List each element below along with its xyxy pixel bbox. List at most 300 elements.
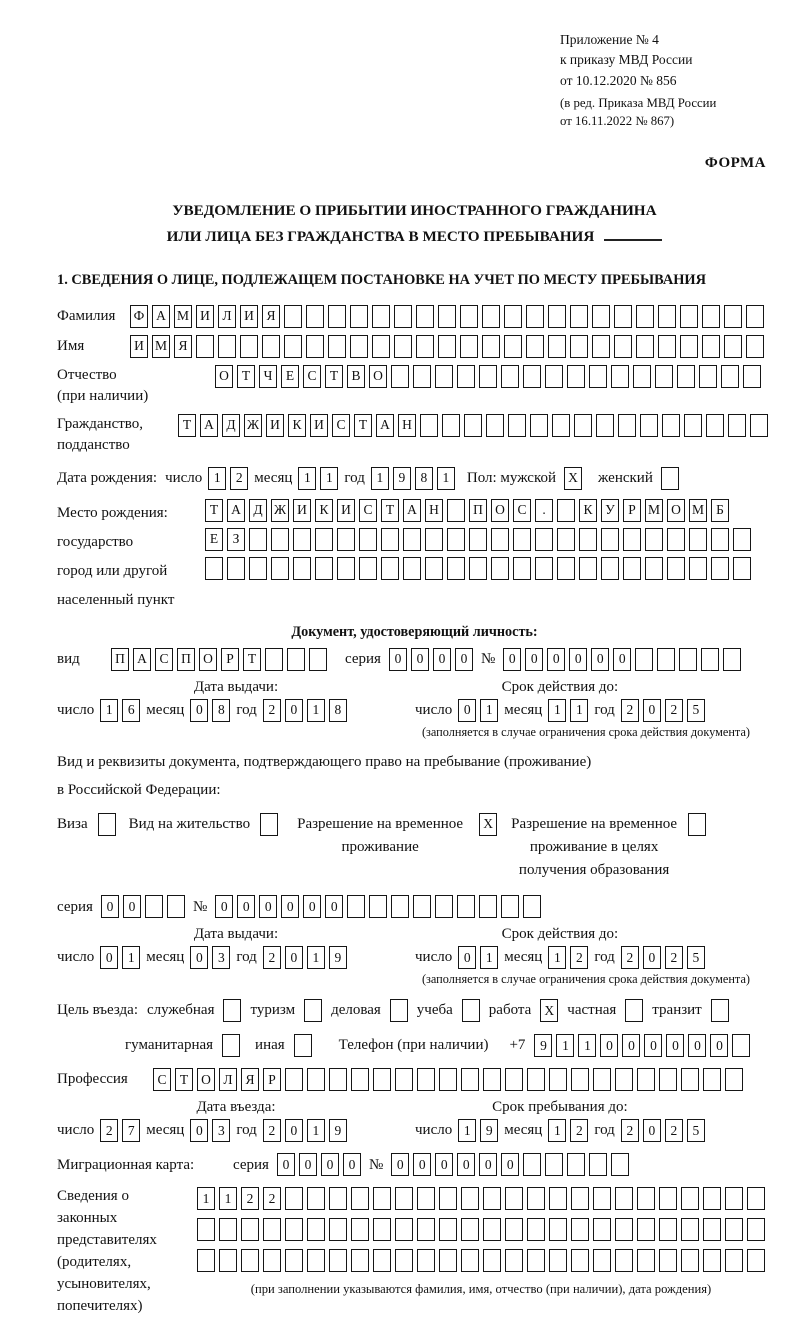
char-box[interactable]	[732, 1034, 750, 1057]
char-box[interactable]: 0	[285, 699, 303, 722]
char-box[interactable]: Р	[623, 499, 641, 522]
char-box[interactable]: О	[667, 499, 685, 522]
char-box[interactable]	[307, 1249, 325, 1272]
char-box[interactable]	[483, 1218, 501, 1241]
char-box[interactable]: 0	[501, 1153, 519, 1176]
char-box[interactable]	[373, 1187, 391, 1210]
char-box[interactable]: 0	[643, 946, 661, 969]
char-box[interactable]: Н	[398, 414, 416, 437]
char-box[interactable]	[618, 414, 636, 437]
char-box[interactable]	[417, 1068, 435, 1091]
char-box[interactable]	[567, 1153, 585, 1176]
char-box[interactable]: 2	[230, 467, 248, 490]
char-box[interactable]: 2	[665, 946, 683, 969]
char-box[interactable]	[482, 335, 500, 358]
char-box[interactable]: А	[403, 499, 421, 522]
char-box[interactable]: 0	[525, 648, 543, 671]
char-box[interactable]: С	[513, 499, 531, 522]
char-box[interactable]	[369, 895, 387, 918]
purpose-transit-checkbox[interactable]	[711, 999, 729, 1022]
char-box[interactable]	[623, 528, 641, 551]
char-box[interactable]	[703, 1218, 721, 1241]
char-box[interactable]: 0	[591, 648, 609, 671]
char-box[interactable]	[285, 1218, 303, 1241]
char-box[interactable]: 1	[480, 699, 498, 722]
char-box[interactable]	[733, 528, 751, 551]
char-box[interactable]: Д	[249, 499, 267, 522]
char-box[interactable]	[435, 365, 453, 388]
char-box[interactable]	[513, 557, 531, 580]
char-box[interactable]: 0	[303, 895, 321, 918]
char-box[interactable]: 1	[548, 1119, 566, 1142]
char-box[interactable]	[570, 305, 588, 328]
char-box[interactable]: 0	[688, 1034, 706, 1057]
char-box[interactable]	[721, 365, 739, 388]
char-box[interactable]: 2	[665, 699, 683, 722]
char-box[interactable]	[557, 499, 575, 522]
char-box[interactable]	[677, 365, 695, 388]
char-box[interactable]: 2	[263, 1119, 281, 1142]
char-box[interactable]: 2	[263, 946, 281, 969]
char-box[interactable]: 1	[437, 467, 455, 490]
char-box[interactable]	[373, 1218, 391, 1241]
char-box[interactable]: 2	[570, 1119, 588, 1142]
char-box[interactable]	[526, 335, 544, 358]
char-box[interactable]: 0	[666, 1034, 684, 1057]
char-box[interactable]	[293, 557, 311, 580]
char-box[interactable]: 9	[534, 1034, 552, 1057]
char-box[interactable]	[457, 365, 475, 388]
char-box[interactable]	[571, 1187, 589, 1210]
char-box[interactable]: 0	[299, 1153, 317, 1176]
char-box[interactable]	[723, 648, 741, 671]
char-box[interactable]: 0	[285, 1119, 303, 1142]
char-box[interactable]: О	[491, 499, 509, 522]
char-box[interactable]	[413, 365, 431, 388]
char-box[interactable]: 0	[643, 699, 661, 722]
char-box[interactable]	[403, 557, 421, 580]
char-box[interactable]: 0	[547, 648, 565, 671]
purpose-work-checkbox[interactable]: X	[540, 999, 558, 1022]
char-box[interactable]: 0	[101, 895, 119, 918]
char-box[interactable]: С	[332, 414, 350, 437]
option-temp-residence-checkbox[interactable]: X	[479, 813, 497, 836]
char-box[interactable]: 1	[320, 467, 338, 490]
char-box[interactable]	[658, 305, 676, 328]
char-box[interactable]: И	[310, 414, 328, 437]
char-box[interactable]: 0	[435, 1153, 453, 1176]
char-box[interactable]: Е	[281, 365, 299, 388]
char-box[interactable]: Т	[325, 365, 343, 388]
char-box[interactable]	[307, 1218, 325, 1241]
char-box[interactable]	[637, 1249, 655, 1272]
char-box[interactable]	[747, 1187, 765, 1210]
char-box[interactable]: 0	[277, 1153, 295, 1176]
char-box[interactable]	[579, 528, 597, 551]
char-box[interactable]: 1	[307, 1119, 325, 1142]
char-box[interactable]	[706, 414, 724, 437]
char-box[interactable]	[689, 528, 707, 551]
char-box[interactable]	[359, 528, 377, 551]
char-box[interactable]	[505, 1249, 523, 1272]
char-box[interactable]	[526, 305, 544, 328]
char-box[interactable]	[747, 1249, 765, 1272]
char-box[interactable]: 0	[455, 648, 473, 671]
char-box[interactable]	[567, 365, 585, 388]
char-box[interactable]	[394, 305, 412, 328]
char-box[interactable]	[447, 499, 465, 522]
char-box[interactable]	[637, 1187, 655, 1210]
char-box[interactable]: 7	[122, 1119, 140, 1142]
char-box[interactable]: Л	[219, 1068, 237, 1091]
char-box[interactable]: С	[155, 648, 173, 671]
char-box[interactable]	[395, 1218, 413, 1241]
char-box[interactable]	[635, 648, 653, 671]
char-box[interactable]	[589, 1153, 607, 1176]
char-box[interactable]	[351, 1068, 369, 1091]
char-box[interactable]: 1	[371, 467, 389, 490]
char-box[interactable]	[549, 1187, 567, 1210]
char-box[interactable]: 1	[578, 1034, 596, 1057]
char-box[interactable]	[659, 1218, 677, 1241]
char-box[interactable]: Ч	[259, 365, 277, 388]
char-box[interactable]	[614, 305, 632, 328]
char-box[interactable]	[592, 335, 610, 358]
char-box[interactable]: М	[689, 499, 707, 522]
char-box[interactable]: Ж	[244, 414, 262, 437]
char-box[interactable]	[611, 1153, 629, 1176]
char-box[interactable]: С	[153, 1068, 171, 1091]
char-box[interactable]: И	[196, 305, 214, 328]
char-box[interactable]: Н	[425, 499, 443, 522]
char-box[interactable]: И	[240, 305, 258, 328]
char-box[interactable]	[249, 528, 267, 551]
char-box[interactable]	[416, 335, 434, 358]
char-box[interactable]	[420, 414, 438, 437]
char-box[interactable]	[381, 528, 399, 551]
char-box[interactable]	[197, 1249, 215, 1272]
char-box[interactable]	[479, 365, 497, 388]
char-box[interactable]	[461, 1068, 479, 1091]
char-box[interactable]: И	[130, 335, 148, 358]
char-box[interactable]	[306, 335, 324, 358]
char-box[interactable]	[351, 1187, 369, 1210]
char-box[interactable]	[329, 1187, 347, 1210]
char-box[interactable]: Я	[262, 305, 280, 328]
char-box[interactable]: И	[293, 499, 311, 522]
char-box[interactable]: 6	[122, 699, 140, 722]
char-box[interactable]	[535, 528, 553, 551]
char-box[interactable]	[593, 1249, 611, 1272]
char-box[interactable]: 8	[329, 699, 347, 722]
char-box[interactable]: 1	[556, 1034, 574, 1057]
char-box[interactable]: 0	[569, 648, 587, 671]
char-box[interactable]	[373, 1068, 391, 1091]
char-box[interactable]	[680, 305, 698, 328]
char-box[interactable]: А	[227, 499, 245, 522]
char-box[interactable]	[271, 557, 289, 580]
char-box[interactable]	[486, 414, 504, 437]
char-box[interactable]	[549, 1218, 567, 1241]
char-box[interactable]	[263, 1249, 281, 1272]
char-box[interactable]: 9	[480, 1119, 498, 1142]
char-box[interactable]: 9	[393, 467, 411, 490]
char-box[interactable]	[571, 1249, 589, 1272]
char-box[interactable]	[337, 557, 355, 580]
char-box[interactable]	[417, 1187, 435, 1210]
char-box[interactable]	[549, 1068, 567, 1091]
char-box[interactable]: Р	[221, 648, 239, 671]
char-box[interactable]	[657, 648, 675, 671]
char-box[interactable]	[284, 305, 302, 328]
char-box[interactable]: 0	[622, 1034, 640, 1057]
option-visa-checkbox[interactable]	[98, 813, 116, 836]
char-box[interactable]: К	[288, 414, 306, 437]
char-box[interactable]	[372, 335, 390, 358]
char-box[interactable]	[592, 305, 610, 328]
char-box[interactable]	[460, 305, 478, 328]
gender-male-checkbox[interactable]: X	[564, 467, 582, 490]
char-box[interactable]: Я	[241, 1068, 259, 1091]
char-box[interactable]	[750, 414, 768, 437]
purpose-official-checkbox[interactable]	[223, 999, 241, 1022]
char-box[interactable]: 0	[190, 946, 208, 969]
char-box[interactable]	[249, 557, 267, 580]
char-box[interactable]	[680, 335, 698, 358]
char-box[interactable]	[350, 305, 368, 328]
char-box[interactable]: 0	[458, 946, 476, 969]
char-box[interactable]	[505, 1187, 523, 1210]
char-box[interactable]	[347, 895, 365, 918]
char-box[interactable]: 1	[208, 467, 226, 490]
char-box[interactable]	[523, 365, 541, 388]
char-box[interactable]	[633, 365, 651, 388]
char-box[interactable]	[601, 528, 619, 551]
char-box[interactable]: 0	[123, 895, 141, 918]
char-box[interactable]	[504, 305, 522, 328]
char-box[interactable]	[417, 1249, 435, 1272]
char-box[interactable]	[570, 335, 588, 358]
char-box[interactable]	[219, 1218, 237, 1241]
char-box[interactable]: П	[177, 648, 195, 671]
option-temp-residence-education-checkbox[interactable]	[688, 813, 706, 836]
char-box[interactable]	[615, 1187, 633, 1210]
char-box[interactable]	[394, 335, 412, 358]
char-box[interactable]	[447, 557, 465, 580]
char-box[interactable]	[725, 1187, 743, 1210]
char-box[interactable]: Ф	[130, 305, 148, 328]
char-box[interactable]	[241, 1218, 259, 1241]
char-box[interactable]	[703, 1187, 721, 1210]
char-box[interactable]: 0	[325, 895, 343, 918]
char-box[interactable]	[681, 1187, 699, 1210]
char-box[interactable]: 1	[458, 1119, 476, 1142]
char-box[interactable]	[658, 335, 676, 358]
char-box[interactable]	[372, 305, 390, 328]
char-box[interactable]	[689, 557, 707, 580]
char-box[interactable]	[491, 557, 509, 580]
char-box[interactable]	[483, 1068, 501, 1091]
char-box[interactable]	[447, 528, 465, 551]
char-box[interactable]	[659, 1249, 677, 1272]
char-box[interactable]: О	[197, 1068, 215, 1091]
char-box[interactable]: 0	[411, 648, 429, 671]
char-box[interactable]	[439, 1187, 457, 1210]
char-box[interactable]: 0	[389, 648, 407, 671]
char-box[interactable]	[574, 414, 592, 437]
char-box[interactable]	[571, 1068, 589, 1091]
char-box[interactable]: 5	[687, 1119, 705, 1142]
char-box[interactable]	[328, 335, 346, 358]
char-box[interactable]: Т	[354, 414, 372, 437]
char-box[interactable]: 2	[665, 1119, 683, 1142]
char-box[interactable]	[504, 335, 522, 358]
char-box[interactable]	[681, 1249, 699, 1272]
char-box[interactable]	[535, 557, 553, 580]
char-box[interactable]: 0	[237, 895, 255, 918]
char-box[interactable]: 0	[391, 1153, 409, 1176]
char-box[interactable]	[699, 365, 717, 388]
char-box[interactable]	[491, 528, 509, 551]
char-box[interactable]: 0	[281, 895, 299, 918]
char-box[interactable]: М	[645, 499, 663, 522]
char-box[interactable]	[285, 1187, 303, 1210]
char-box[interactable]	[725, 1068, 743, 1091]
char-box[interactable]: 0	[190, 699, 208, 722]
char-box[interactable]: 1	[100, 699, 118, 722]
char-box[interactable]: А	[200, 414, 218, 437]
char-box[interactable]	[285, 1068, 303, 1091]
char-box[interactable]: 1	[307, 699, 325, 722]
char-box[interactable]	[545, 1153, 563, 1176]
char-box[interactable]: 3	[212, 1119, 230, 1142]
char-box[interactable]: Т	[237, 365, 255, 388]
char-box[interactable]	[501, 365, 519, 388]
char-box[interactable]	[615, 1068, 633, 1091]
char-box[interactable]	[743, 365, 761, 388]
char-box[interactable]: Б	[711, 499, 729, 522]
char-box[interactable]	[435, 895, 453, 918]
char-box[interactable]: 2	[621, 946, 639, 969]
purpose-private-checkbox[interactable]	[625, 999, 643, 1022]
char-box[interactable]	[460, 335, 478, 358]
char-box[interactable]: Т	[205, 499, 223, 522]
char-box[interactable]	[557, 528, 575, 551]
char-box[interactable]: Е	[205, 528, 223, 551]
char-box[interactable]	[337, 528, 355, 551]
char-box[interactable]: 0	[259, 895, 277, 918]
char-box[interactable]	[442, 414, 460, 437]
char-box[interactable]	[667, 528, 685, 551]
char-box[interactable]	[395, 1187, 413, 1210]
option-residence-permit-checkbox[interactable]	[260, 813, 278, 836]
char-box[interactable]	[623, 557, 641, 580]
char-box[interactable]	[636, 305, 654, 328]
char-box[interactable]	[637, 1218, 655, 1241]
char-box[interactable]: И	[337, 499, 355, 522]
char-box[interactable]	[425, 528, 443, 551]
char-box[interactable]	[747, 1218, 765, 1241]
char-box[interactable]	[733, 557, 751, 580]
char-box[interactable]: 2	[621, 699, 639, 722]
purpose-other-checkbox[interactable]	[294, 1034, 312, 1057]
char-box[interactable]: 2	[621, 1119, 639, 1142]
char-box[interactable]: 0	[433, 648, 451, 671]
char-box[interactable]	[167, 895, 185, 918]
char-box[interactable]	[306, 305, 324, 328]
purpose-tourism-checkbox[interactable]	[304, 999, 322, 1022]
char-box[interactable]: П	[469, 499, 487, 522]
char-box[interactable]	[501, 895, 519, 918]
char-box[interactable]: 0	[285, 946, 303, 969]
char-box[interactable]	[593, 1068, 611, 1091]
char-box[interactable]	[219, 1249, 237, 1272]
char-box[interactable]	[659, 1187, 677, 1210]
char-box[interactable]	[439, 1218, 457, 1241]
char-box[interactable]: 1	[548, 699, 566, 722]
char-box[interactable]	[329, 1218, 347, 1241]
char-box[interactable]	[307, 1187, 325, 1210]
char-box[interactable]	[549, 1249, 567, 1272]
char-box[interactable]: К	[315, 499, 333, 522]
char-box[interactable]	[197, 1218, 215, 1241]
char-box[interactable]: 0	[643, 1119, 661, 1142]
char-box[interactable]: 3	[212, 946, 230, 969]
char-box[interactable]	[703, 1249, 721, 1272]
char-box[interactable]	[662, 414, 680, 437]
char-box[interactable]: 0	[100, 946, 118, 969]
char-box[interactable]	[667, 557, 685, 580]
char-box[interactable]: 0	[600, 1034, 618, 1057]
char-box[interactable]	[601, 557, 619, 580]
char-box[interactable]	[552, 414, 570, 437]
char-box[interactable]	[457, 895, 475, 918]
char-box[interactable]	[645, 557, 663, 580]
char-box[interactable]	[527, 1249, 545, 1272]
char-box[interactable]	[659, 1068, 677, 1091]
char-box[interactable]: А	[152, 305, 170, 328]
char-box[interactable]	[293, 528, 311, 551]
char-box[interactable]	[469, 557, 487, 580]
char-box[interactable]	[285, 1249, 303, 1272]
char-box[interactable]	[461, 1218, 479, 1241]
char-box[interactable]: М	[152, 335, 170, 358]
char-box[interactable]	[351, 1249, 369, 1272]
char-box[interactable]	[505, 1218, 523, 1241]
char-box[interactable]	[681, 1068, 699, 1091]
char-box[interactable]	[218, 335, 236, 358]
char-box[interactable]: 8	[212, 699, 230, 722]
char-box[interactable]: Т	[381, 499, 399, 522]
gender-female-checkbox[interactable]	[661, 467, 679, 490]
char-box[interactable]: 5	[687, 699, 705, 722]
char-box[interactable]	[328, 305, 346, 328]
char-box[interactable]	[205, 557, 223, 580]
char-box[interactable]	[655, 365, 673, 388]
char-box[interactable]	[725, 1249, 743, 1272]
char-box[interactable]	[464, 414, 482, 437]
char-box[interactable]	[309, 648, 327, 671]
char-box[interactable]	[724, 335, 742, 358]
char-box[interactable]	[615, 1218, 633, 1241]
char-box[interactable]: 1	[219, 1187, 237, 1210]
char-box[interactable]	[724, 305, 742, 328]
char-box[interactable]	[611, 365, 629, 388]
char-box[interactable]: .	[535, 499, 553, 522]
char-box[interactable]	[483, 1249, 501, 1272]
char-box[interactable]	[373, 1249, 391, 1272]
char-box[interactable]	[636, 335, 654, 358]
